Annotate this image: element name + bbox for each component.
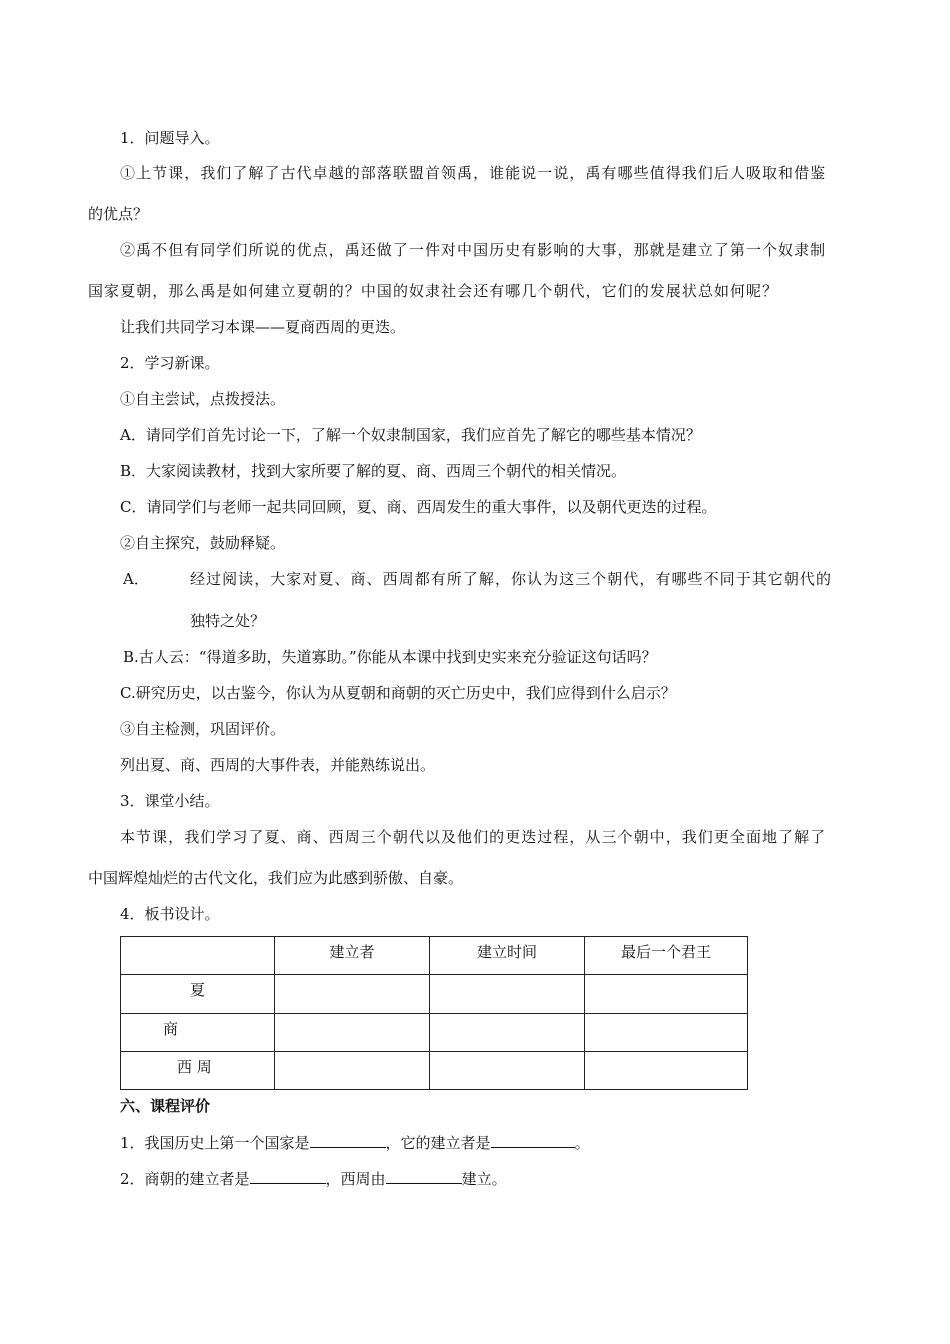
- paragraph-line: 独特之处？: [190, 612, 266, 630]
- step-3-heading: 3．课堂小结。: [120, 792, 220, 810]
- answer-blank[interactable]: [491, 1131, 575, 1148]
- question-text: 1．我国历史上第一个国家是: [120, 1134, 310, 1152]
- table-row-label: 西 周: [121, 1051, 275, 1089]
- paragraph-line: C．请同学们与老师一起共同回顾，夏、商、西周发生的重大事件，以及朝代更迭的过程。: [120, 498, 717, 516]
- table-row: [121, 1013, 748, 1051]
- paragraph-line: C.研究历史，以古鉴今，你认为从夏朝和商朝的灭亡历史中，我们应得到什么启示？: [120, 684, 676, 702]
- section-6-title: 六、课程评价: [120, 1097, 211, 1115]
- question-text: 建立。: [461, 1170, 507, 1188]
- question-1: [120, 1131, 590, 1153]
- paragraph-line: ①上节课，我们了解了古代卓越的部落联盟首领禹，谁能说一说，禹有哪些值得我们后人吸取和借鉴: [120, 164, 827, 182]
- table-header-cell: 最后一个君王: [585, 937, 748, 975]
- answer-blank[interactable]: [386, 1167, 462, 1184]
- table-row-label: 夏: [121, 975, 275, 1013]
- answer-blank[interactable]: [310, 1131, 386, 1148]
- table-cell: [585, 1051, 748, 1089]
- step-2-heading: 2．学习新课。: [120, 354, 220, 372]
- table-row-label: 商: [121, 1013, 275, 1051]
- table-cell: [430, 1013, 585, 1051]
- paragraph-line: ②禹不但有同学们所说的优点，禹还做了一件对中国历史有影响的大事，那就是建立了第一个奴隶制: [120, 241, 827, 259]
- paragraph-line: 列出夏、商、西周的大事件表，并能熟练说出。: [120, 756, 436, 774]
- paragraph-line: 的优点？: [88, 205, 149, 223]
- paragraph-line: 中国辉煌灿烂的古代文化，我们应为此感到骄傲、自豪。: [88, 869, 464, 887]
- table-cell: [275, 1013, 430, 1051]
- paragraph-line: 本节课，我们学习了夏、商、西周三个朝代以及他们的更迭过程，从三个朝中，我们更全面地了解了: [120, 828, 827, 846]
- table-cell: [585, 1013, 748, 1051]
- paragraph-line: ③自主检测，巩固评价。: [120, 720, 286, 738]
- paragraph-line: B.古人云：“得道多助，失道寡助。”你能从本课中找到史实来充分验证这句话吗？: [123, 648, 657, 666]
- table-cell: [430, 1051, 585, 1089]
- board-design-table: [120, 936, 748, 1090]
- question-text: ，它的建立者是: [385, 1134, 491, 1152]
- question-text: ，西周由: [325, 1170, 386, 1188]
- paragraph-line: 经过阅读，大家对夏、商、西周都有所了解，你认为这三个朝代，有哪些不同于其它朝代的: [190, 570, 833, 588]
- question-text: 。: [574, 1134, 590, 1152]
- question-text: 2．商朝的建立者是: [120, 1170, 250, 1188]
- table-header-cell: 建立时间: [430, 937, 585, 975]
- paragraph-line: ②自主探究，鼓励释疑。: [120, 534, 286, 552]
- step-4-heading: 4．板书设计。: [120, 905, 220, 923]
- table-header-cell: [121, 937, 275, 975]
- paragraph-line: 国家夏朝，那么禹是如何建立夏朝的？中国的奴隶社会还有哪几个朝代，它们的发展状总如何呢？: [88, 282, 779, 300]
- table-cell: [585, 975, 748, 1013]
- paragraph-line: 让我们共同学习本课——夏商西周的更迭。: [120, 318, 406, 336]
- step-1-heading: 1．问题导入。: [120, 129, 220, 147]
- table-header-cell: 建立者: [275, 937, 430, 975]
- table-cell: [275, 975, 430, 1013]
- table-row: [121, 975, 748, 1013]
- table-row: [121, 1051, 748, 1089]
- paragraph-line: ①自主尝试，点拨授法。: [120, 390, 286, 408]
- question-2: [120, 1167, 507, 1189]
- answer-blank[interactable]: [250, 1167, 326, 1184]
- table-cell: [275, 1051, 430, 1089]
- table-header-row: [121, 937, 748, 975]
- list-marker: A．: [123, 570, 149, 588]
- table-cell: [430, 975, 585, 1013]
- paragraph-line: B．大家阅读教材，找到大家所要了解的夏、商、西周三个朝代的相关情况。: [120, 462, 627, 480]
- paragraph-line: A．请同学们首先讨论一下，了解一个奴隶制国家，我们应首先了解它的哪些基本情况？: [120, 426, 701, 444]
